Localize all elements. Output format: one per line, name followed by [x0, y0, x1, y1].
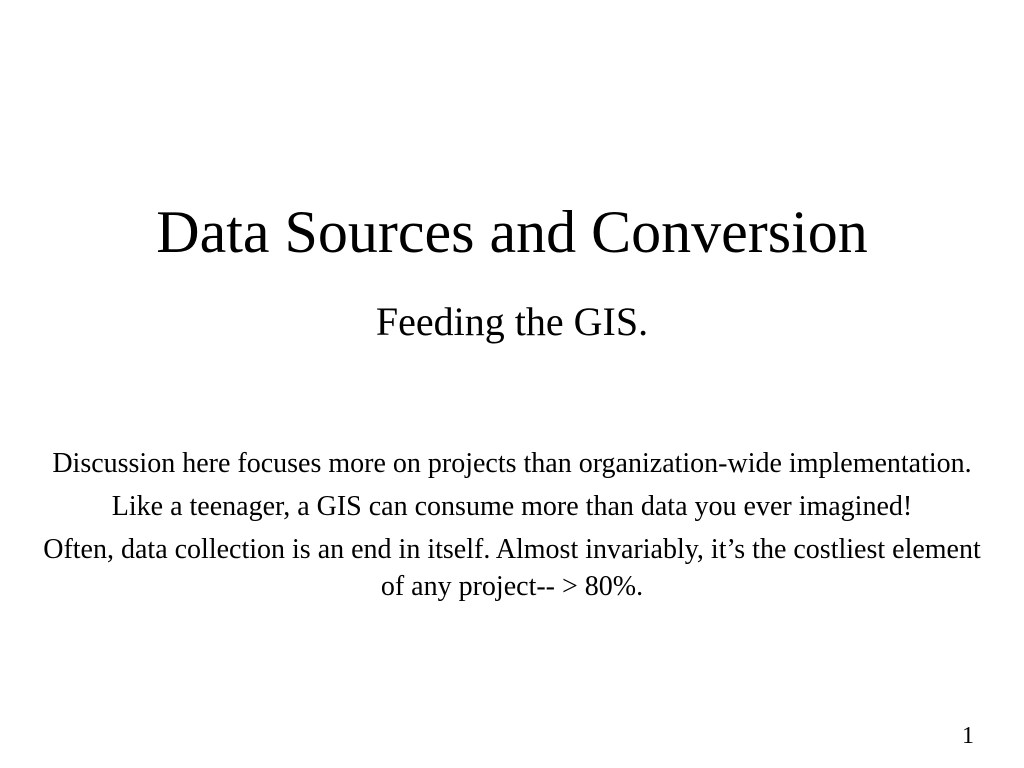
slide-title: Data Sources and Conversion: [156, 199, 868, 265]
paragraph-discussion: Discussion here focuses more on projects than organization-wide implementation.: [52, 448, 972, 479]
slide-subtitle: Feeding the GIS.: [375, 299, 649, 344]
page-number: 1: [962, 723, 974, 749]
paragraph-data-collection: Often, data collection is an end in itself. Almost invariably, it’s the costliest element of any project-- > 80%.: [43, 534, 981, 602]
slide-body: [0, 445, 1024, 611]
paragraph-teenager: Like a teenager, a GIS can consume more than data you ever imagined!: [111, 491, 913, 522]
